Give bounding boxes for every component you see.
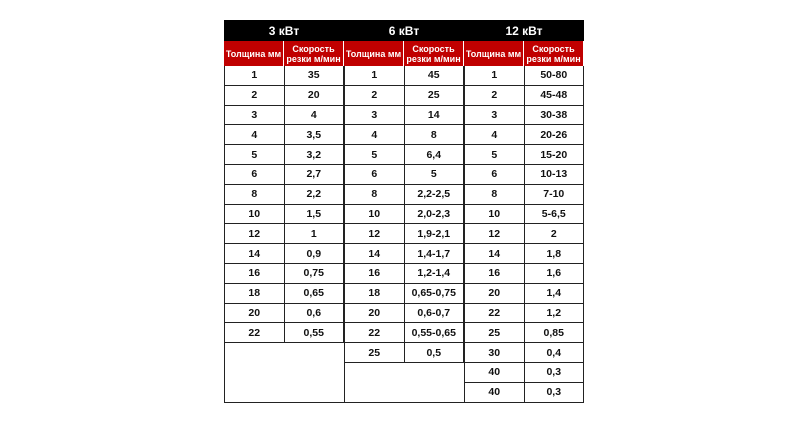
- table-row: [465, 145, 584, 165]
- table-row: [225, 244, 344, 264]
- empty-cell: [225, 343, 345, 402]
- table-row: [465, 323, 584, 343]
- speed-cell: 50-80: [525, 66, 585, 86]
- thickness-cell: 4: [465, 125, 525, 145]
- thickness-cell: 22: [225, 323, 285, 343]
- table-row: [345, 165, 464, 185]
- speed-cell: 45-48: [525, 86, 585, 106]
- thickness-cell: 14: [345, 244, 405, 264]
- speed-cell: 2,0-2,3: [405, 205, 465, 225]
- speed-cell: 0,85: [525, 323, 585, 343]
- speed-cell: 1,4: [525, 284, 585, 304]
- speed-cell: 45: [405, 66, 465, 86]
- table-row: [465, 125, 584, 145]
- speed-cell: 15-20: [525, 145, 585, 165]
- table-row: [225, 205, 344, 225]
- table-row: [345, 86, 464, 106]
- speed-cell: 35: [285, 66, 345, 86]
- table-row: [225, 224, 344, 244]
- speed-cell: 0,3: [525, 383, 585, 403]
- table-row: [225, 106, 344, 126]
- thickness-cell: 22: [465, 304, 525, 324]
- thickness-cell: 1: [345, 66, 405, 86]
- speed-cell: 5: [405, 165, 465, 185]
- table-row: [345, 185, 464, 205]
- table-row: [225, 284, 344, 304]
- group-title: 3 кВт: [224, 20, 344, 41]
- thickness-cell: 20: [465, 284, 525, 304]
- thickness-cell: 25: [345, 343, 405, 363]
- speed-cell: 0,6-0,7: [405, 304, 465, 324]
- thickness-cell: 4: [225, 125, 285, 145]
- thickness-cell: 18: [345, 284, 405, 304]
- speed-cell: 6,4: [405, 145, 465, 165]
- speed-cell: 14: [405, 106, 465, 126]
- speed-cell: 20: [285, 86, 345, 106]
- table-row: [225, 165, 344, 185]
- thickness-cell: 10: [465, 205, 525, 225]
- speed-header: Скорость резки м/мин: [404, 41, 464, 66]
- speed-cell: 0,9: [285, 244, 345, 264]
- thickness-cell: 4: [345, 125, 405, 145]
- column-headers: [464, 41, 584, 66]
- rows: [224, 66, 344, 403]
- thickness-cell: 5: [225, 145, 285, 165]
- thickness-cell: 22: [345, 323, 405, 343]
- rows: [344, 66, 464, 403]
- table-row: [225, 66, 344, 86]
- table-row: [345, 205, 464, 225]
- thickness-cell: 25: [465, 323, 525, 343]
- thickness-cell: 16: [465, 264, 525, 284]
- group-title: 6 кВт: [344, 20, 464, 41]
- thickness-cell: 8: [345, 185, 405, 205]
- speed-header: Скорость резки м/мин: [524, 41, 584, 66]
- speed-cell: 0,6: [285, 304, 345, 324]
- column-headers: [224, 41, 344, 66]
- table-row: [465, 165, 584, 185]
- thickness-cell: 12: [345, 224, 405, 244]
- table-row: [225, 264, 344, 284]
- thickness-cell: 3: [225, 106, 285, 126]
- group-6kw: [344, 20, 464, 403]
- table-row: [465, 264, 584, 284]
- thickness-cell: 10: [225, 205, 285, 225]
- thickness-cell: 20: [225, 304, 285, 324]
- table-row: [465, 205, 584, 225]
- table-row: [225, 304, 344, 324]
- thickness-cell: 8: [465, 185, 525, 205]
- speed-cell: 3,2: [285, 145, 345, 165]
- table-row: [465, 284, 584, 304]
- speed-cell: 8: [405, 125, 465, 145]
- thickness-cell: 2: [345, 86, 405, 106]
- speed-cell: 1: [285, 224, 345, 244]
- table-row: [465, 185, 584, 205]
- group-3kw: [224, 20, 344, 403]
- table-row: [345, 284, 464, 304]
- table-row: [225, 185, 344, 205]
- table-row: [345, 264, 464, 284]
- speed-cell: 1,5: [285, 205, 345, 225]
- table-row: [225, 125, 344, 145]
- table-row: [225, 145, 344, 165]
- group-title: 12 кВт: [464, 20, 584, 41]
- table-row: [465, 244, 584, 264]
- speed-cell: 5-6,5: [525, 205, 585, 225]
- speed-cell: 1,4-1,7: [405, 244, 465, 264]
- thickness-cell: 10: [345, 205, 405, 225]
- table-row: [345, 125, 464, 145]
- speed-cell: 10-13: [525, 165, 585, 185]
- speed-cell: 0,3: [525, 363, 585, 383]
- thickness-cell: 40: [465, 363, 525, 383]
- speed-header: Скорость резки м/мин: [284, 41, 344, 66]
- thickness-cell: 3: [345, 106, 405, 126]
- table-row: [345, 224, 464, 244]
- speed-cell: 0,75: [285, 264, 345, 284]
- thickness-cell: 6: [465, 165, 525, 185]
- thickness-cell: 5: [345, 145, 405, 165]
- thickness-cell: 2: [465, 86, 525, 106]
- thickness-cell: 5: [465, 145, 525, 165]
- group-12kw: [464, 20, 584, 403]
- thickness-cell: 1: [465, 66, 525, 86]
- table-row: [465, 304, 584, 324]
- speed-cell: 7-10: [525, 185, 585, 205]
- thickness-cell: 8: [225, 185, 285, 205]
- thickness-cell: 12: [225, 224, 285, 244]
- thickness-cell: 1: [225, 66, 285, 86]
- table-row: [345, 323, 464, 343]
- speed-cell: 3,5: [285, 125, 345, 145]
- table-row: [465, 363, 584, 383]
- thickness-cell: 2: [225, 86, 285, 106]
- thickness-header: Толщина мм: [344, 41, 404, 66]
- table-row: [345, 66, 464, 86]
- thickness-cell: 14: [465, 244, 525, 264]
- thickness-cell: 16: [225, 264, 285, 284]
- table-row: [465, 224, 584, 244]
- thickness-cell: 20: [345, 304, 405, 324]
- table-row: [345, 304, 464, 324]
- speed-cell: 1,9-2,1: [405, 224, 465, 244]
- table-row: [345, 343, 464, 363]
- rows: [464, 66, 584, 403]
- thickness-cell: 14: [225, 244, 285, 264]
- speed-cell: 1,2: [525, 304, 585, 324]
- speed-cell: 1,8: [525, 244, 585, 264]
- table-row: [465, 66, 584, 86]
- speed-cell: 0,4: [525, 343, 585, 363]
- table-row: [345, 244, 464, 264]
- speed-cell: 30-38: [525, 106, 585, 126]
- thickness-cell: 40: [465, 383, 525, 403]
- empty-cell: [345, 363, 465, 403]
- speed-cell: 0,65-0,75: [405, 284, 465, 304]
- table-row: [345, 106, 464, 126]
- speed-cell: 25: [405, 86, 465, 106]
- thickness-cell: 3: [465, 106, 525, 126]
- column-headers: [344, 41, 464, 66]
- speed-cell: 2,2: [285, 185, 345, 205]
- thickness-header: Толщина мм: [464, 41, 524, 66]
- speed-cell: 2,7: [285, 165, 345, 185]
- table-row: [465, 86, 584, 106]
- speed-cell: 1,2-1,4: [405, 264, 465, 284]
- thickness-cell: 30: [465, 343, 525, 363]
- thickness-cell: 18: [225, 284, 285, 304]
- table-row: [225, 86, 344, 106]
- thickness-cell: 16: [345, 264, 405, 284]
- speed-cell: 0,5: [405, 343, 465, 363]
- speed-cell: 20-26: [525, 125, 585, 145]
- table-row: [465, 383, 584, 403]
- thickness-cell: 6: [345, 165, 405, 185]
- thickness-header: Толщина мм: [224, 41, 284, 66]
- thickness-cell: 12: [465, 224, 525, 244]
- speed-cell: 2: [525, 224, 585, 244]
- speed-cell: 4: [285, 106, 345, 126]
- speed-cell: 0,55: [285, 323, 345, 343]
- thickness-cell: 6: [225, 165, 285, 185]
- table-row: [465, 106, 584, 126]
- speed-cell: 0,55-0,65: [405, 323, 465, 343]
- speed-cell: 0,65: [285, 284, 345, 304]
- speed-cell: 1,6: [525, 264, 585, 284]
- table-row: [225, 323, 344, 343]
- speed-cell: 2,2-2,5: [405, 185, 465, 205]
- table-row: [465, 343, 584, 363]
- table-row: [345, 145, 464, 165]
